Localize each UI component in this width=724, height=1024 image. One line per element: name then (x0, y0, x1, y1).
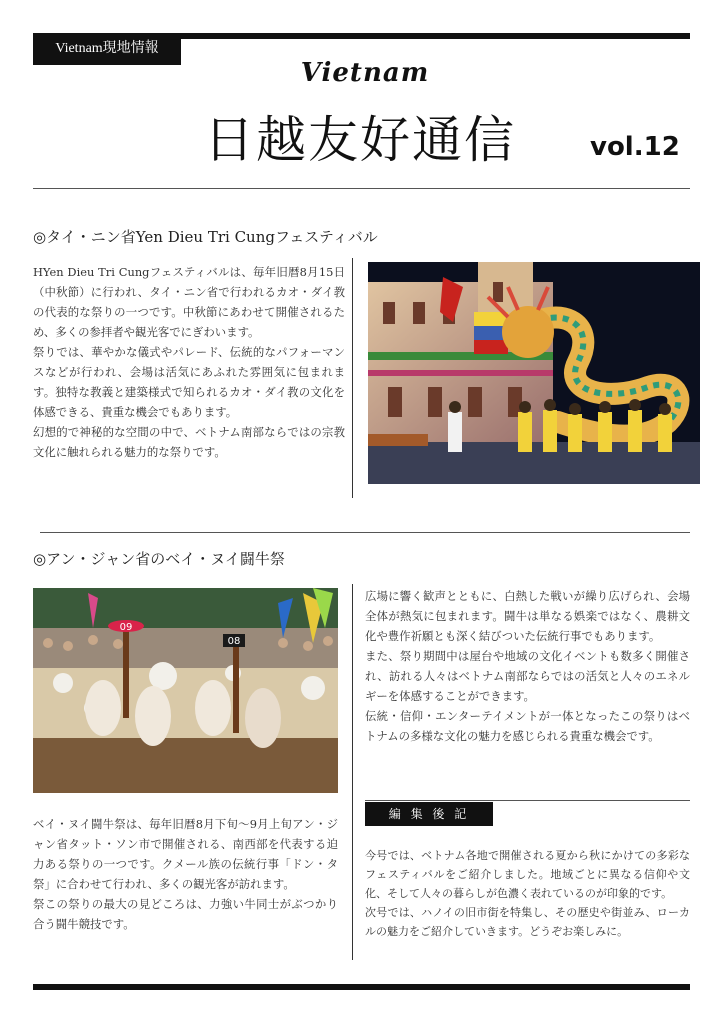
section2-paragraph: 伝統・信仰・エンターテイメントが一体となったこの祭りはベトナムの多様な文化の魅力を感じられる貴重な機会です。 (365, 709, 690, 743)
section1-paragraph: 幻想的で神秘的な空間の中で、ベトナム南部ならではの宗教文化に触れられる魅力的な祭りです。 (33, 425, 345, 459)
section1-text (33, 262, 345, 462)
section2-paragraph: また、祭り期間中は屋台や地域の文化イベントも数多く開催され、訪れる人々はベトナム南部ならではの活気と人々のエネルギーを体感することができます。 (365, 649, 690, 703)
editor-note-label: 編 集 後 記 (365, 802, 493, 826)
volume-number: vol.12 (590, 132, 680, 162)
street (368, 442, 700, 484)
column-divider (352, 258, 353, 498)
number-label-1: 09 (119, 622, 133, 633)
mud-field (33, 738, 338, 793)
pink-lights (368, 370, 553, 376)
section1-paragraph: 祭りでは、華やかな儀式やパレード、伝統的なパフォーマンスなどが行われ、会場は活気にあふれた雰囲気に包まれます。独特な教義と建築様式で知られるカオ・ダイ教の文化を体感できる、貴重な機会でもあります。 (33, 345, 345, 419)
editor-paragraph: 次号では、ハノイの旧市街を特集し、その歴史や街並み、ローカルの魅力をご紹介していきます。どうぞお楽しみに。 (365, 906, 690, 938)
section1-paragraph: HYen Dieu Tri Cungフェスティバルは、毎年旧暦8月15日（中秋節）に行われ、タイ・ニン省で行われるカオ・ダイ教の代表的な祭りの一つです。中秋節にあわせて開催されるため、多くの参拝者や観光客でにぎわいます。 (33, 265, 345, 339)
bull-race-illustration (33, 588, 338, 793)
section2-paragraph: 祭この祭りの最大の見どころは、力強い牛同士がぶつかり合う闘牛競技です。 (33, 897, 338, 931)
jockey-pole-1 (123, 628, 129, 718)
flag-red (474, 340, 508, 354)
jockey-pole-2 (233, 643, 239, 733)
section2-paragraph: 広場に響く歓声とともに、白熱した戦いが繰り広げられ、会場全体が熱気に包まれます。闘牛は単なる娯楽ではなく、農耕文化や豊作祈願とも深く結びついた伝統行事でもあります。 (365, 589, 690, 643)
section2-right-text (365, 586, 690, 746)
number-label-2: 08 (227, 636, 241, 647)
section-divider (40, 532, 690, 533)
crowd (33, 628, 338, 668)
dragon-head (502, 306, 554, 358)
section1-heading: ◎タイ・ニン省Yen Dieu Tri Cungフェスティバル (33, 228, 378, 246)
festival-photo (368, 262, 700, 484)
trees (33, 588, 338, 628)
bottom-rule (33, 984, 690, 990)
editor-divider (365, 800, 690, 801)
section2-heading: ◎アン・ジャン省のベイ・ヌイ闘牛祭 (33, 550, 285, 568)
editor-paragraph: 今号では、ベトナム各地で開催される夏から秋にかけての多彩なフェスティバルをご紹介しました。地域ごとに異なる信仰や文化、そして人々の暮らしが色濃く表れているのが印象的です。 (365, 849, 690, 900)
newsletter-title: 日越友好通信 (204, 111, 516, 169)
column-divider-2 (352, 584, 353, 960)
category-tag: Vietnam現地情報 (33, 33, 181, 65)
section2-left-text (33, 814, 338, 934)
dragon-festival-illustration (368, 262, 700, 484)
bull-race-photo (33, 588, 338, 793)
script-title: Vietnam (300, 58, 430, 88)
header-divider (33, 188, 690, 189)
crowd (368, 434, 428, 446)
section2-paragraph: ベイ・ヌイ闘牛祭は、毎年旧暦8月下旬〜9月上旬アン・ジャン省タット・ソン市で開催される、南西部を代表する迫力ある祭りの一つです。クメール族の伝統行事「ドン・タ祭」に合わせて行われ、多くの観光客が訪れます。 (33, 817, 338, 891)
editor-note-text (365, 846, 690, 941)
